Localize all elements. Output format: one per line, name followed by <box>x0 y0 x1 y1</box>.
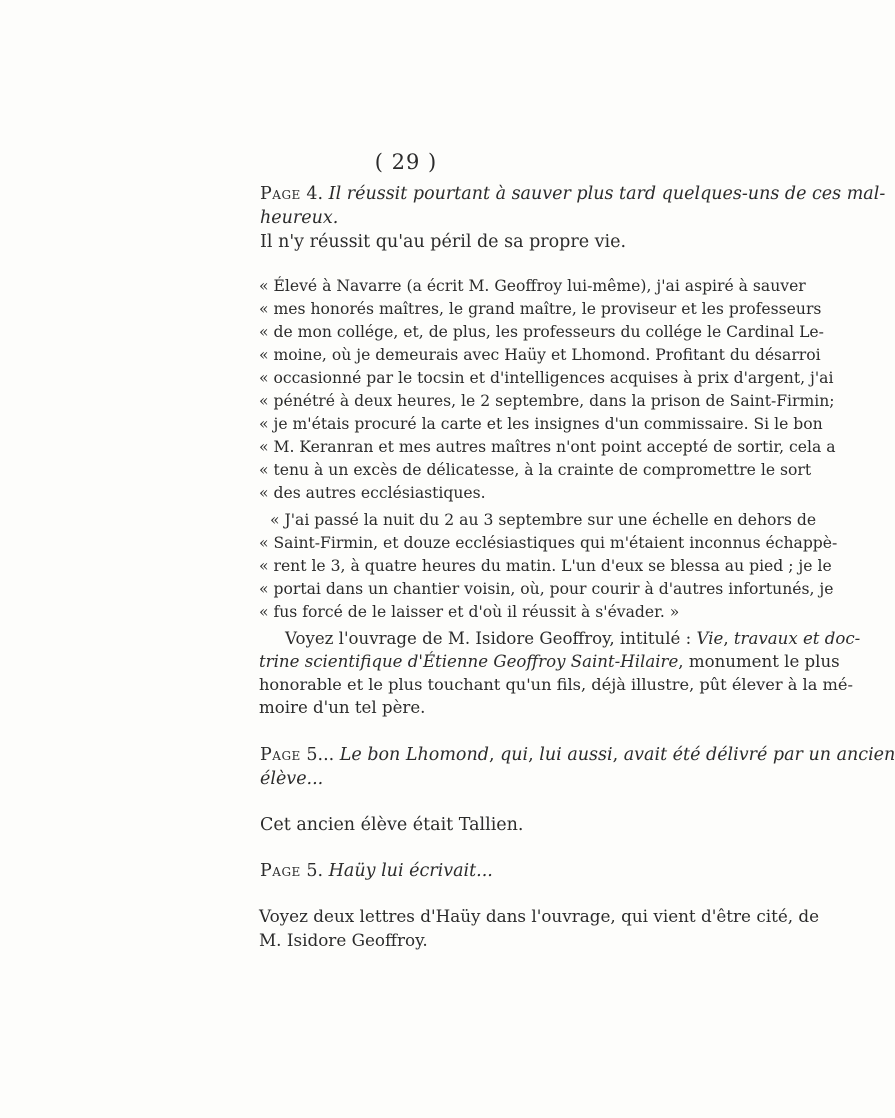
note-quote-italic-cont: heureux. <box>260 208 339 228</box>
note-quote-italic-cont: élève... <box>260 769 324 789</box>
quote-line: « Saint-Firmin, et douze ecclésiastiques qui m'étaient inconnus échappè- <box>259 534 838 552</box>
quote-line: « J'ai passé la nuit du 2 au 3 septembre sur une échelle en dehors de <box>270 511 817 529</box>
note-page-num: 4. <box>306 184 324 204</box>
quote-line: « moine, où je demeurais avec Haüy et Lhomond. Profitant du désarroi <box>259 346 821 364</box>
reference-title: travaux et doc- <box>733 629 861 648</box>
quote-line: « portai dans un chantier voisin, où, pour courir à d'autres infortunés, je <box>259 580 834 598</box>
quote-line: « tenu à un excès de délicatesse, à la crainte de compromettre le sort <box>259 461 812 479</box>
reference-line: moire d'un tel père. <box>259 698 426 717</box>
quote-line: « Élevé à Navarre (a écrit M. Geoffroy lui-même), j'ai aspiré à sauver <box>259 277 806 295</box>
note-quote-italic: avait été délivré par un ancien <box>623 745 895 765</box>
note-sep: , <box>612 745 624 765</box>
note-quote-italic: Il réussit pourtant à sauver plus tard quelques-uns de ces mal- <box>328 184 886 204</box>
quote-line: « mes honorés maîtres, le grand maître, le proviseur et les professeurs <box>259 300 822 318</box>
quote-line: « des autres ecclésiastiques. <box>259 484 486 502</box>
quote-line: « rent le 3, à quatre heures du matin. L'un d'eux se blessa au pied ; je le <box>259 557 832 575</box>
note-label: Page <box>260 184 301 204</box>
note-sep: , <box>528 745 540 765</box>
reference-line <box>285 627 861 650</box>
page-number: ( 29 ) <box>374 150 438 174</box>
note-response: Il n'y réussit qu'au péril de sa propre vie. <box>260 232 627 252</box>
reference-text: , monument le plus <box>678 652 840 671</box>
reference-title: trine scientifique d'Étienne Geoffroy Saint-Hilaire <box>259 652 679 671</box>
note-page-num: 5... <box>306 745 335 765</box>
reference-sep: , <box>723 629 734 648</box>
quote-line: « de mon collége, et, de plus, les professeurs du collége le Cardinal Le- <box>259 323 824 341</box>
note-label: Page <box>260 745 301 765</box>
note-quote-italic: qui <box>500 745 529 765</box>
quote-line: « pénétré à deux heures, le 2 septembre, dans la prison de Saint-Firmin; <box>259 392 835 410</box>
note-sep: , <box>488 745 501 765</box>
note-page-5b-heading <box>260 860 765 882</box>
note-page-4-heading <box>260 183 886 205</box>
note-page-num: 5. <box>306 861 324 881</box>
reference-title: Vie <box>696 629 724 648</box>
quote-line: « occasionné par le tocsin et d'intelligences acquises à prix d'argent, j'ai <box>259 369 834 387</box>
note-response: M. Isidore Geoffroy. <box>259 930 428 950</box>
note-label: Page <box>260 861 301 881</box>
note-quote-italic: Haüy lui écrivait... <box>328 861 493 881</box>
quote-line: « M. Keranran et mes autres maîtres n'ont point accepté de sortir, cela a <box>259 438 836 456</box>
quote-line: « je m'étais procuré la carte et les insignes d'un commissaire. Si le bon <box>259 415 823 433</box>
note-quote-italic: lui aussi <box>539 745 613 765</box>
reference-line: honorable et le plus touchant qu'un fils, déjà illustre, pût élever à la mé- <box>259 675 853 694</box>
quote-line: « fus forcé de le laisser et d'où il réussit à s'évader. » <box>259 603 680 621</box>
reference-line <box>259 650 840 673</box>
reference-text: Voyez l'ouvrage de M. Isidore Geoffroy, intitulé : <box>285 629 697 648</box>
note-page-5-heading <box>260 744 895 766</box>
note-response: Voyez deux lettres d'Haüy dans l'ouvrage, qui vient d'être cité, de <box>259 906 820 926</box>
note-quote-italic: Le bon Lhomond <box>339 745 489 765</box>
note-response: Cet ancien élève était Tallien. <box>260 815 524 835</box>
